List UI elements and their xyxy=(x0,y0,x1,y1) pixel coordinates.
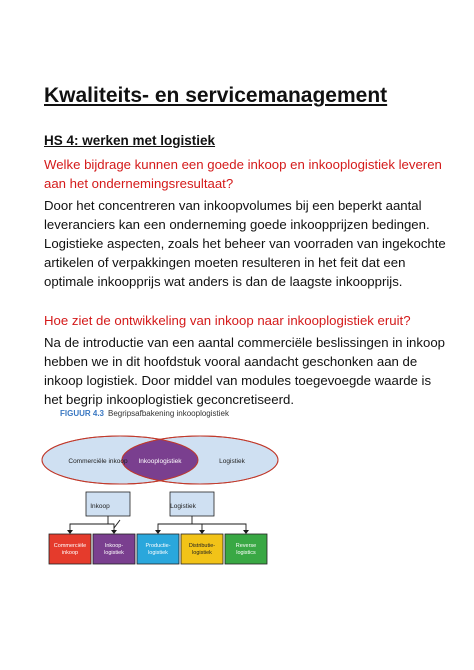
leaf-label-line: Distributie- xyxy=(188,543,216,549)
paragraph-2 xyxy=(44,333,444,409)
leaf-label-line: inkoop xyxy=(61,550,79,556)
leaf-label-line: Inkoop- xyxy=(104,543,124,549)
inkoop-box-label: Inkoop xyxy=(90,503,110,510)
logistiek-box-label: Logistiek xyxy=(170,503,196,510)
question-1-line: Welke bijdrage kunnen een goede inkoop en inkooplogistiek leveren xyxy=(44,157,442,172)
paragraph-2-line: hebben we in dit hoofdstuk vooral aandacht geschonken aan de xyxy=(44,354,418,369)
figure-caption xyxy=(60,409,229,418)
question-1 xyxy=(44,155,444,193)
figure-number: FIGUUR 4.3 xyxy=(60,409,105,418)
question-2-line: Hoe ziet de ontwikkeling van inkoop naar inkooplogistiek eruit? xyxy=(44,313,411,328)
venn-overlap-label: Inkooplogistiek xyxy=(138,458,182,465)
leaf-box-commerciele-inkoop xyxy=(49,534,91,564)
leaf-label-line: Commerciële xyxy=(53,543,87,549)
paragraph-1-line: optimale inkoopprijs wat anders is dan de laagste inkoopprijs. xyxy=(44,274,403,289)
paragraph-1-line: Door het concentreren van inkoopvolumes bij een beperkt aantal xyxy=(44,198,422,213)
paragraph-1-line: Logistieke aspecten, zoals het beheer van voorraden van ingekochte xyxy=(44,236,446,251)
document-title: Kwaliteits- en servicemanagement xyxy=(44,84,388,107)
paragraph-1-line: artikelen of verpakkingen moeten resulteren in het feit dat een xyxy=(44,255,406,270)
leaf-label-line: logistics xyxy=(236,550,256,556)
inkooplogistiek-diagram xyxy=(0,420,474,580)
leaf-box-distributie-logistiek xyxy=(181,534,223,564)
leaf-label-line: logistiek xyxy=(148,550,168,556)
paragraph-2-line: Na de introductie van een aantal commerciële beslissingen in inkoop xyxy=(44,335,445,350)
leaf-label-line: Productie- xyxy=(145,543,171,549)
chapter-heading: HS 4: werken met logistiek xyxy=(44,133,216,148)
leaf-label-line: Reverse xyxy=(235,543,257,549)
paragraph-1 xyxy=(44,196,444,291)
venn-left-label: Commerciële inkoop xyxy=(68,458,128,465)
leaf-label-line: logistiek xyxy=(192,550,212,556)
leaf-box-reverse-logistics xyxy=(225,534,267,564)
paragraph-1-line: leveranciers kan een onderneming goede inkoopprijzen bedingen. xyxy=(44,217,430,232)
leaf-label-line: logistiek xyxy=(104,550,124,556)
leaf-box-productie-logistiek xyxy=(137,534,179,564)
paragraph-2-line: het begrip inkooplogistiek geconcretiseerd. xyxy=(44,392,294,407)
leaf-box-inkoop-logistiek xyxy=(93,534,135,564)
connector-arrowheads xyxy=(67,530,249,534)
figure-caption-text: Begripsafbakening inkooplogistiek xyxy=(108,409,229,418)
paragraph-2-line: inkoop logistiek. Door middel van modules toegevoegde waarde is xyxy=(44,373,432,388)
venn-right-label: Logistiek xyxy=(219,458,245,465)
question-2 xyxy=(44,311,444,330)
question-1-line: aan het ondernemingsresultaat? xyxy=(44,176,234,191)
